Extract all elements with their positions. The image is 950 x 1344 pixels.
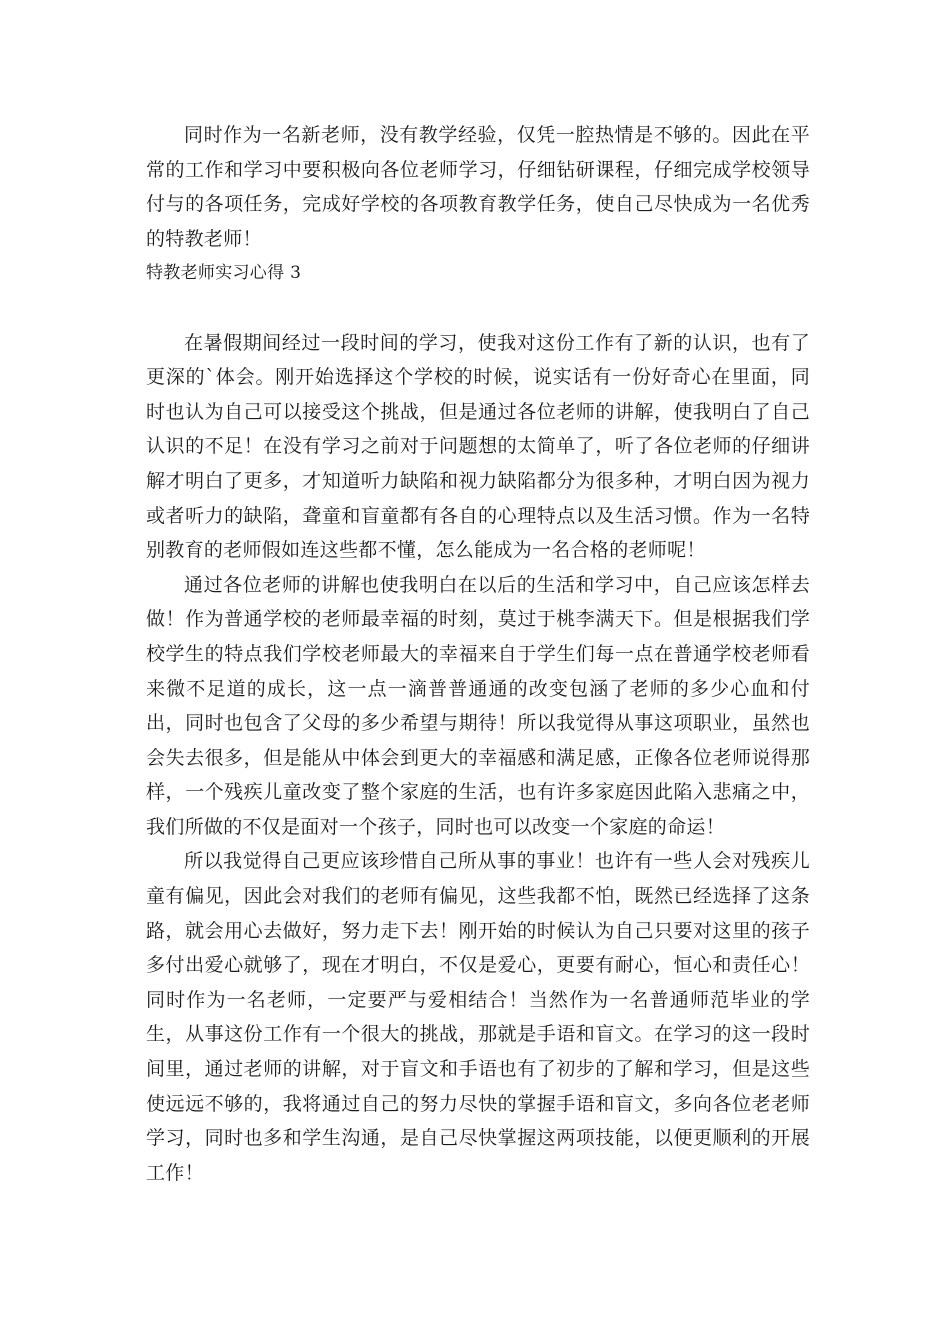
body-paragraph-3: 所以我觉得自己更应该珍惜自己所从事的事业！也许有一些人会对残疾儿童有偏见，因此会对我们的老师有偏见，这些我都不怕，既然已经选择了这条路，就会用心去做好，努力走下去！刚开始的时候认为自己只要对这里的孩子多付出爱心就够了，现在才明白，不仅是爱心，更要有耐心，恒心和责任心！同时作为一名老师，一定要严与爱相结合！当然作为一名普通师范毕业的学生，从事这份工作有一个很大的挑战，那就是手语和盲文。在学习的这一段时间里，通过老师的讲解，对于盲文和手语也有了初步的了解和学习，但是这些使远远不够的，我将通过自己的努力尽快的掌握手语和盲文，多向各位老老师学习，同时也多和学生沟通，是自己尽快掌握这两项技能，以便更顺利的开展工作！	[146, 850, 810, 1184]
intro-paragraph: 同时作为一名新老师，没有教学经验，仅凭一腔热情是不够的。因此在平常的工作和学习中要积极向各位老师学习，仔细钻研课程，仔细完成学校领导付与的各项任务，完成好学校的各项教育教学任务，使自己尽快成为一名优秀的特教老师！	[146, 124, 810, 250]
body-paragraph-1: 在暑假期间经过一段时间的学习，使我对这份工作有了新的认识，也有了更深的`体会。刚开始选择这个学校的时候，说实话有一份好奇心在里面，同时也认为自己可以接受这个挑战，但是通过各位老师的讲解，使我明白了自己认识的不足！在没有学习之前对于问题想的太简单了，听了各位老师的仔细讲解才明白了更多，才知道听力缺陷和视力缺陷都分为很多种，才明白因为视力或者听力的缺陷，聋童和盲童都有各自的心理特点以及生活习惯。作为一名特别教育的老师假如连这些都不懂，怎么能成为一名合格的老师呢！	[146, 331, 810, 562]
document-body	[146, 118, 810, 1190]
body-paragraph-2: 通过各位老师的讲解也使我明白在以后的生活和学习中，自己应该怎样去做！作为普通学校的老师最幸福的时刻，莫过于桃李满天下。但是根据我们学校学生的特点我们学校老师最大的幸福来自于学生们每一点在普通学校老师看来微不足道的成长，这一点一滴普普通通的改变包涵了老师的多少心血和付出，同时也包含了父母的多少希望与期待！所以我觉得从事这项职业，虽然也会失去很多，但是能从中体会到更大的幸福感和满足感，正像各位老师说得那样，一个残疾儿童改变了整个家庭的生活，也有许多家庭因此陷入悲痛之中，我们所做的不仅是面对一个孩子，同时也可以改变一个家庭的命运！	[146, 573, 810, 838]
section-title: 特教老师实习心得 3	[146, 263, 302, 284]
blank-line	[146, 291, 810, 326]
